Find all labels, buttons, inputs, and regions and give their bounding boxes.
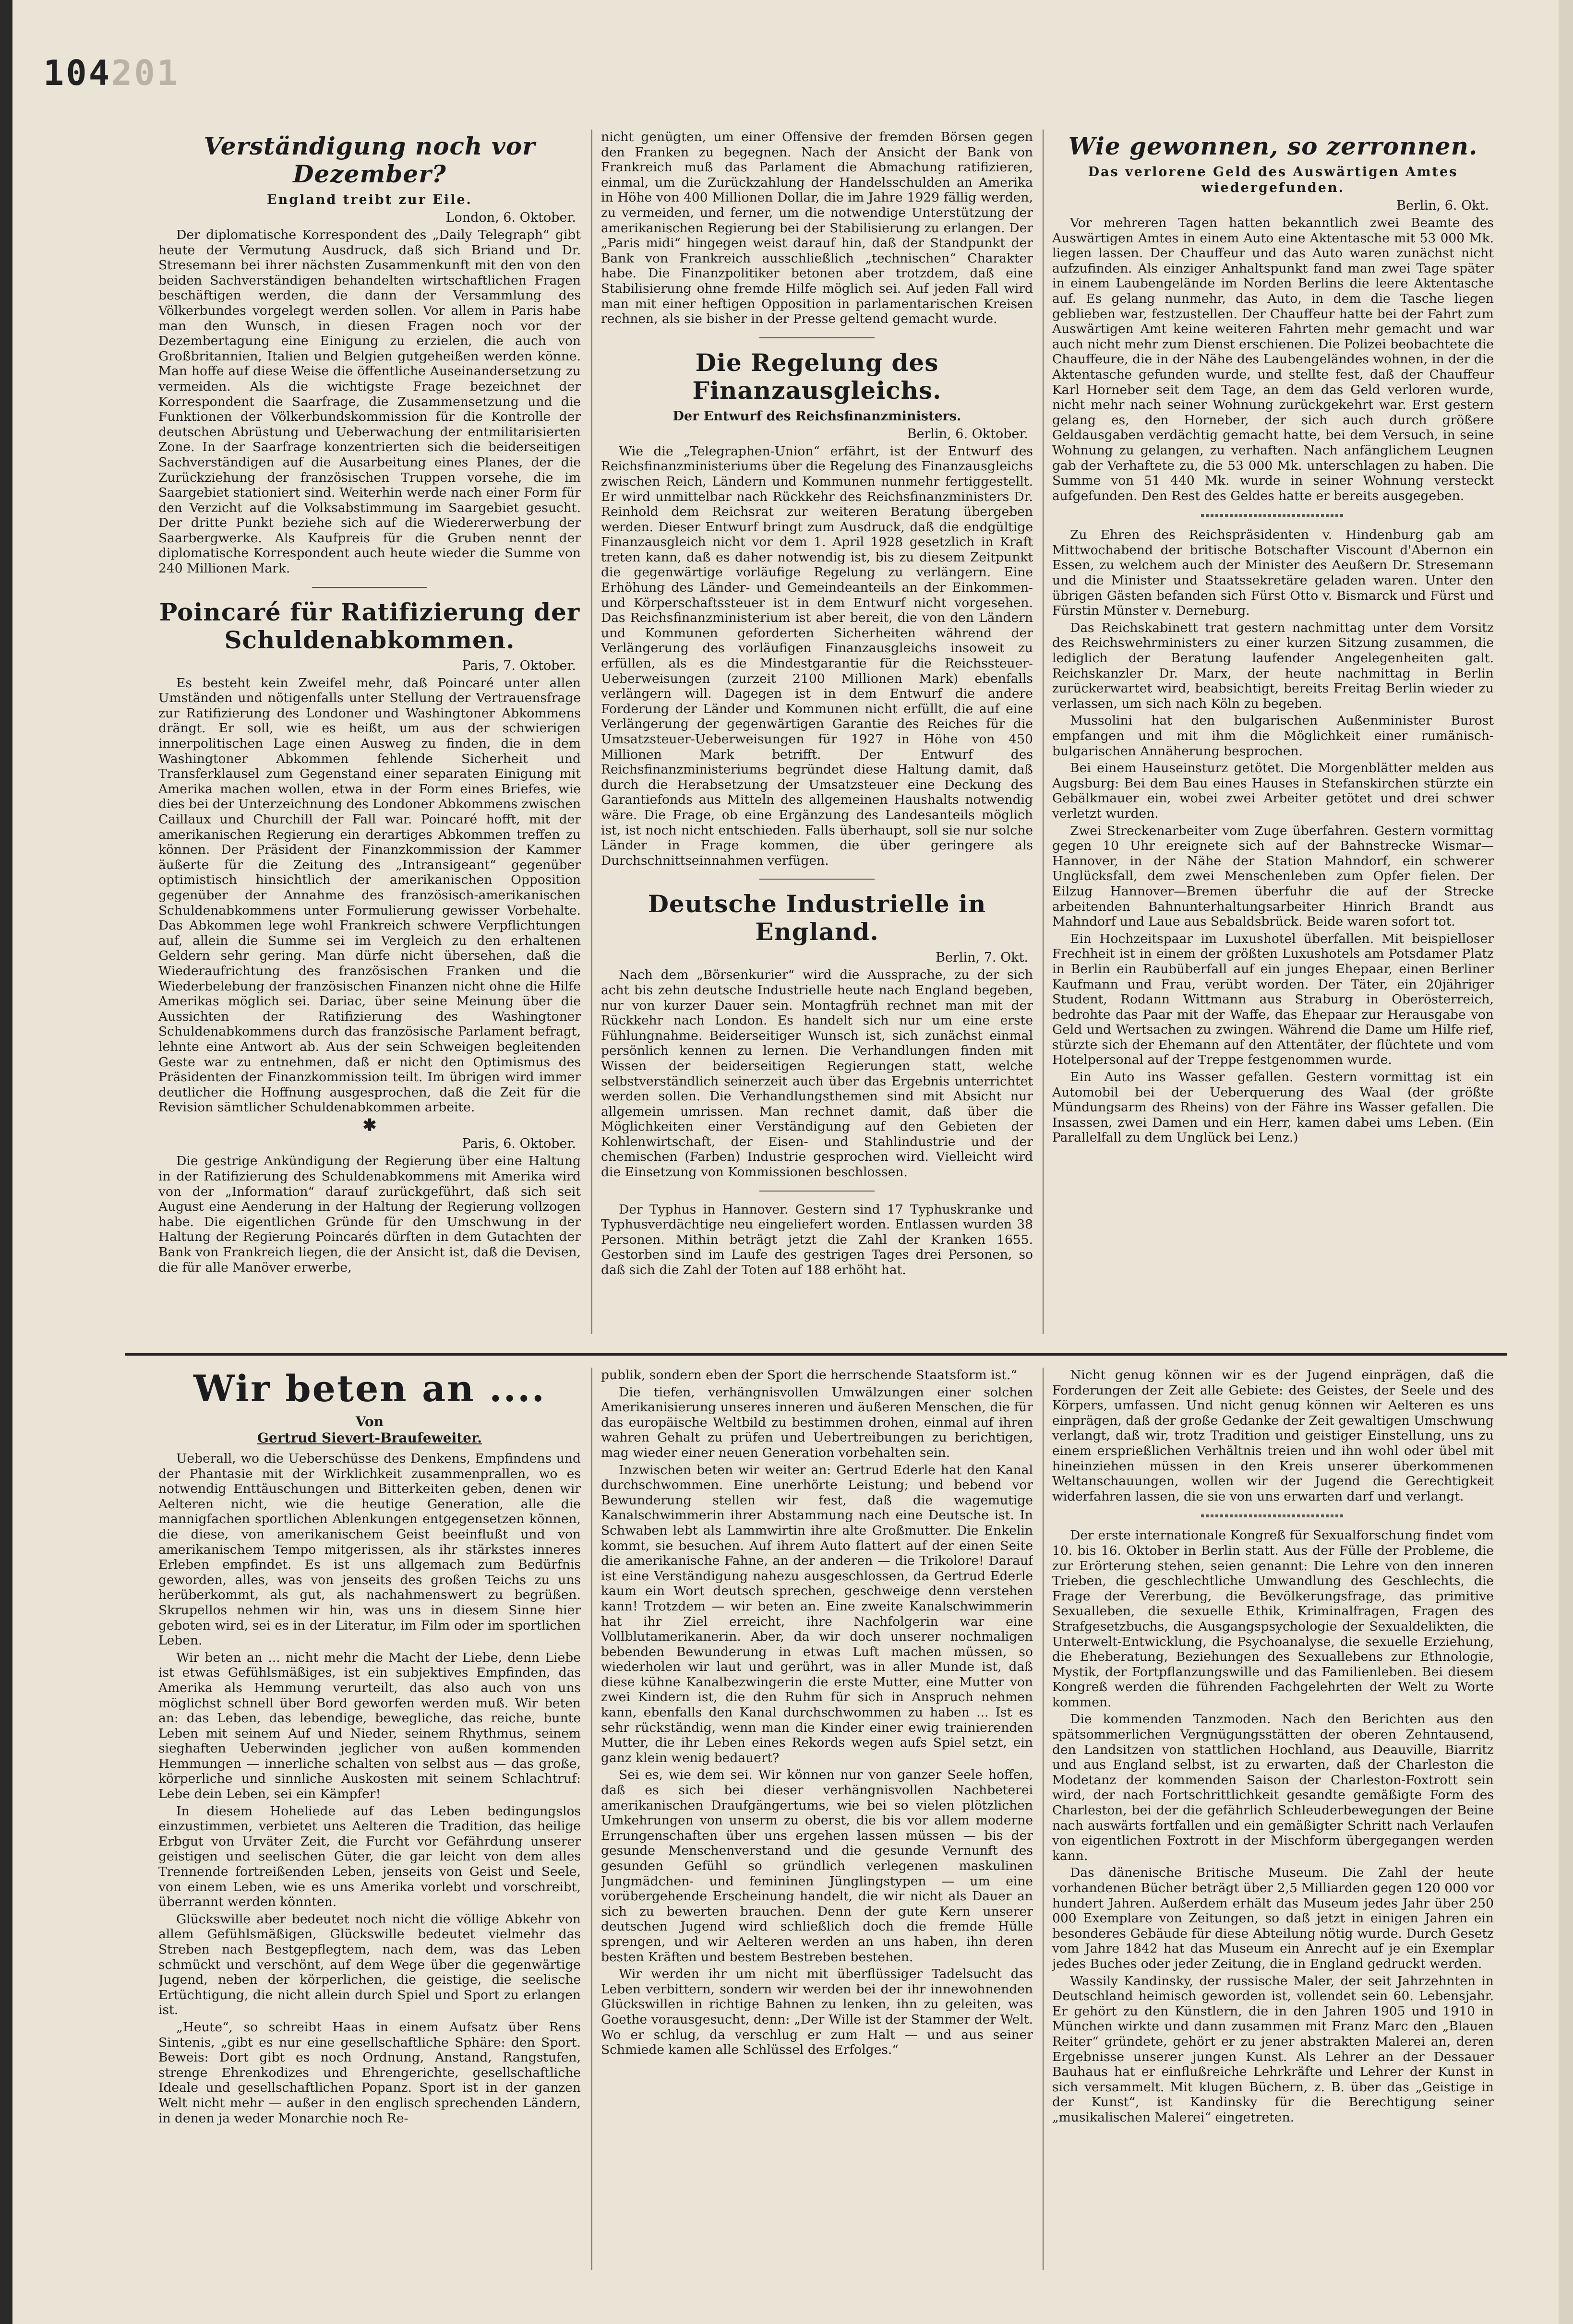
news-notice: Der erste internationale Kongreß für Sexualforschung findet vom 10. bis 16. Oktober in Berlin statt. Aus der Fülle der Probleme, die zur Erörterung stehen, seien genannt: Die Lehre von den inneren Trieben, die geschlechtliche Umwandlung des Geschlechts, die Frage der Vererbung, die Bevölkerungsfrage, das primitive Sexualleben, die sexuelle Ethik, Kriminalfragen, Fragen des Strafgesetzbuchs, die Ausgangspsychologie der Sexualdelikten, die Unterwelt-Entwicklung, die Psychoanalyse, die sexuelle Erziehung, die Eheberatung, Beziehungen des Sexuallebens zur Ethnologie, Mystik, der Fortpflanzungswille und das Familienleben. Bei diesem Kongreß werden die führenden Fachgelehrten der Welt zu Worte kommen. [1052,1528,1494,1710]
article-paragraph: Es besteht kein Zweifel mehr, daß Poincaré unter allen Umständen und nötigenfalls unter Stellung der Vertrauensfrage zur Ratifizierung des Londoner und Washingtoner Abkommens drängt. Er soll, wie es heißt, um aus der schwierigen innerpolitischen Lage einen Ausweg zu finden, die in dem Washingtoner Abkommen fehlende Sicherheit und Transferklausel zum Gegenstand einer separaten Einigung mit Amerika machen wollen, etwa in der Form eines Briefes, wie dies bei der Unterzeichnung des Londoner Abkommens zwischen Caillaux und Churchill der Fall war. Poincaré hofft, mit der amerikanischen Regierung ein derartiges Abkommen treffen zu können. Der Präsident der Finanzkommission der Kammer äußerte für die Zeitung des „Intransigeant“ gegenüber optimistisch hinsichtlich der amerikanischen Opposition gegenüber der Annahme des französisch-amerikanischen Schuldenabkommens unter Formulierung gewisser Vorbehalte. Das Abkommen lege wohl Frankreich schwere Verpflichtungen auf, allein die Summe sei im Vergleich zu den erhaltenen Geldern sehr gering. Man dürfe nicht übersehen, daß die Wiederaufrichtung des französischen Franken und die Wiederbelebung der französischen Finanzen nicht ohne die Hilfe Amerikas möglich sei. Dariac, über seine Meinung über die Aussichten der Ratifizierung des Washingtoner Schuldenabkommens durch das französische Parlament befragt, lehnte eine Antwort ab. Aus der sein Schweigen begleitenden Geste war zu entnehmen, daß er nicht den Optimismus des Präsidenten der Finanzkommission teilt. Im übrigen wird immer deutlicher die Hoffnung ausgesprochen, daß die Zeit für die Revision sämtlicher Schuldenabkommen arbeite. [158,675,581,1115]
asterisk-separator: ✱ [362,1115,377,1135]
article-paragraph: nicht genügten, um einer Offensive der fremden Börsen gegen den Franken zu begegnen. Nach der Ansicht der Bank von Frankreich muß das Parlament die Abmachung ratifizieren, einmal, um die Zurückzahlung der Handelsschulden an Amerika in Höhe von 400 Millionen Dollar, die im Jahre 1929 fällig werden, zu vermeiden, und ferner, um die notwendige Unterstützung der amerikanischen Regierung bei der Stabilisierung zu erlangen. Der „Paris midi“ hingegen weist darauf hin, daß der Standpunkt der Bank von Frankreich ausschließlich „technischen“ Charakter habe. Die Finanzpolitiker betonen aber trotzdem, daß eine Stabilisierung ohne fremde Hilfe möglich sei. Auf jeden Fall wird man mit einer heftigen Opposition in parlamentarischen Kreisen rechnen, als sie bisher in der Presse geltend gemacht wurde. [601,130,1033,327]
news-notice: Zu Ehren des Reichspräsidenten v. Hindenburg gab am Mittwochabend der britische Botschafter Viscount d'Abernon ein Essen, zu welchem auch der Minister des Aeußern Dr. Stresemann und die Minister und Staatssekretäre geladen waren. Unter den übrigen Gästen befanden sich Fürst Otto v. Bismarck und Fürst und Fürstin Münster v. Derneburg. [1052,527,1494,619]
article-dateline: Paris, 6. Oktober. [462,1136,576,1152]
article-paragraph: Der diplomatische Korrespondent des „Daily Telegraph“ gibt heute der Vermutung Ausdruck, daß sich Briand und Dr. Stresemann bei ihrer nächsten Zusammenkunft mit den von den beiden Sachverständigen behandelten wirtschaftlichen Fragen beschäftigen werden, die dann der Versammlung des Völkerbundes vorgelegt werden sollen. Vor allem in Paris habe man den Wunsch, in diesen Fragen noch vor der Dezembertagung eine Einigung zu erzielen, die auch von Großbritannien, Italien und Belgien gutgeheißen werden könne. Man hoffe auf diese Weise die öffentliche Auseinandersetzung zu vermeiden. Als die wichtigste Frage bezeichnet der Korrespondent die Saarfrage, die Zusammensetzung und die Funktionen der Völkerbundskommission für die Kontrolle der deutschen Abrüstung und Ueberwachung der entmilitarisierten Zone. In der Saarfrage konzentrierten sich die beiderseitigen Sachverständigen auf die Ausarbeitung eines Planes, der die Zurückziehung der französischen Truppen vorsehe, die im Saargebiet stationiert sind. Weiterhin werde nach einer Form für den Verzicht auf die Volksabstimmung im Saargebiet gesucht. Der dritte Punkt beziehe sich auf die Wiedererwerbung der Saarbergwerke. Als Kaufpreis für die Gruben nennt der diplomatische Korrespondent auch heute wieder die Summe von 240 Millionen Mark. [158,227,581,576]
article-separator [312,587,427,588]
news-notice: Das Reichskabinett trat gestern nachmittag unter dem Vorsitz des Reichswehrministers zu einer kurzen Sitzung zusammen, die lediglich der Beratung laufender Angelegenheiten galt. Reichskanzler Dr. Marx, der heute nachmittag in Berlin zurückerwartet wird, beabsichtigt, bereits Freitag Berlin wieder zu verlassen, um sich nach Köln zu begeben. [1052,620,1494,711]
feature-title: Wir beten an .... [193,1368,546,1410]
news-notice: Wassily Kandinsky, der russische Maler, der seit Jahrzehnten in Deutschland heimisch geworden ist, vollendet sein 60. Lebensjahr. Er gehört zu den Künstlern, die in den Jahren 1905 und 1910 in München wirkte und dann zusammen mit Franz Marc den „Blauen Reiter“ gründete, gehört er zu jener abstrakten Malerei an, deren Ergebnisse unserer jungen Kunst. Als Lehrer an der Dessauer Bauhaus hat er einflußreiche Lehrkräfte und Lehrer der Kunst in sich versammelt. Mit klugen Büchern, z. B. über das „Geistige in der Kunst“, ist Kandinsky für die Berechtigung seiner „musikalischen Malerei“ eingetreten. [1052,1973,1494,2125]
feature-column-1 [158,1368,581,2279]
news-notice: Ein Hochzeitspaar im Luxushotel überfallen. Mit beispielloser Frechheit ist in einem der größten Luxushotels am Potsdamer Platz in Berlin ein Raubüberfall auf ein junges Ehepaar, einen Berliner Kaufmann und Frau, verübt worden. Der Täter, ein 20jähriger Student, Rodann Wittmann aus Straburg in Oberösterreich, bedrohte das Paar mit der Waffe, das Ehepaar zur Herausgabe von Geld und Wertsachen zu zwingen. Während die Dame um Hilfe rief, stürzte sich der Ehemann auf den Attentäter, der flüchtete und vom Hotelpersonal auf der Treppe festgenommen wurde. [1052,931,1494,1068]
news-notice: Zwei Streckenarbeiter vom Zuge überfahren. Gestern vormittag gegen 10 Uhr ereignete sich auf der Bahnstrecke Wismar—Hannover, in der Nähe der Station Mahndorf, ein schwerer Unglücksfall, dem zwei Menschenleben zum Opfer fielen. Der Eilzug Hannover—Bremen überfuhr die auf der Strecke arbeitenden Bahnunterhaltungsarbeiter Hinrich Brandt aus Mahndorf und Laue aus Sebaldsbrück. Beide waren sofort tot. [1052,823,1494,930]
scan-edge-right [1559,0,1573,2324]
article-separator [759,337,875,338]
article-subhead: Das verlorene Geld des Auswärtigen Amtes wiedergefunden. [1088,165,1458,195]
column-divider [1043,1368,1044,2270]
news-notice: Das dänenische Britische Museum. Die Zahl der heute vorhandenen Bücher beträgt über 2,5 Milliarden gegen 120 000 vor hundert Jahren. Außerdem erhält das Museum jedes Jahr über 250 000 Exemplare von Zeitungen, so daß jetzt in einigen Jahren ein besonderes Gebäude für diese Abteilung nötig wurde. Durch Gesetz vom Jahre 1842 hat das Museum ein Anrecht auf je ein Exemplar jedes Buches oder jeder Zeitung, die in England gedruckt werden. [1052,1865,1494,1971]
news-notice: Die kommenden Tanzmoden. Nach den Berichten aus den spätsommerlichen Vergnügungsstätten der oberen Zehntausend, den Landsitzen von stattlichen Hochland, aus Deauville, Biarritz und aus England selbst, ist zu erwarten, daß der Charleston die Modetanz der kommenden Saison der Charleston-Foxtrott sein wird, der nach Fortschrittlichkeit gesandte gemäßigte Form des Charleston, bei der die gefährlich Schleuderbewegungen der Beine nach auswärts fortfallen und ein gemäßigter Schritt nach Verlaufen von eigentlichen Foxtrott in der Mischform übergegangen werden kann. [1052,1712,1494,1863]
feature-paragraph: Nicht genug können wir es der Jugend einprägen, daß die Forderungen der Zeit alle Gebiete: des Geistes, der Seele und des Körpers, umfassen. Und nicht genug können wir Aelteren es uns einprägen, daß der große Gedanke der Zeit gewaltigen Umschwung verlangt, daß wir, trotz Tradition und geistiger Einstellung, uns zu einem ersprießlichen Verhältnis treien und ihn wohl oder übel mit hineinziehen müssen in den Kreis unserer überkommenen Weltanschauungen, wollen wir der Jugend die Gerechtigkeit widerfahren lassen, die sie von uns erwarten darf und verlangt. [1052,1368,1494,1504]
news-notice: Bei einem Hauseinsturz getötet. Die Morgenblätter melden aus Augsburg: Bei dem Bau eines Hauses in Stefanskirchen stürzte ein Gebälkmauer ein, wobei zwei Arbeiter getötet und drei schwer verletzt wurden. [1052,761,1494,821]
upper-column-2 [601,130,1033,1339]
article-subhead: Der Entwurf des Reichsfinanzministers. [672,408,961,424]
column-divider [1043,130,1044,1334]
article-headline: Die Regelung des Finanzausgleichs. [692,348,942,405]
feature-paragraph: Glückswille aber bedeutet noch nicht die völlige Abkehr von allem Gefühlsmäßigen, Glückswille bedeutet vielmehr das Streben nach Bestgepflegtem, nach dem, was das Leben schmückt und verschönt, auf dem Wege über die gegenwärtige Jugend, neben der körperlichen, die geistige, die seelische Ertüchtigung, die nicht allein durch Spiel und Sport zu erlangen ist. [158,1911,581,2018]
article-separator [759,879,875,880]
article-dateline: Paris, 7. Oktober. [462,658,576,673]
article-dateline: Berlin, 7. Okt. [936,950,1028,965]
upper-column-3 [1052,130,1494,1339]
article-separator [1201,514,1345,517]
article-subhead: England treibt zur Eile. [267,192,472,207]
section-divider [125,1353,1507,1356]
feature-paragraph: Wir beten an ... nicht mehr die Macht der Liebe, denn Liebe ist etwas Gefühlsmäßiges, ist ein subjektives Empfinden, das Amerika als Hemmung verurteilt, das also auch von uns möglichst schnell über Bord geworfen werden muß. Wir beten an: das Leben, das lebendige, bewegliche, das reiche, bunte Leben mit seinem Auf und Nieder, seinem Rhythmus, seinem sieghaften Ueberwinden jeglicher von außen kommenden Hemmungen — innerliche schalten von selbst aus — das große, körperliche und sinnliche Auskosten mit seinem Schlachtruf: Lebe dein Leben, sei ein Kämpfer! [158,1650,581,1802]
article-separator [1201,1514,1345,1517]
article-dateline: Berlin, 6. Okt. [1396,198,1489,213]
article-paragraph: Wie die „Telegraphen-Union“ erfährt, ist der Entwurf des Reichsfinanzministeriums über die Regelung des Finanzausgleichs zwischen Reich, Ländern und Kommunen nunmehr fertiggestellt. Er wird unmittelbar nach Rückkehr des Reichsfinanzministers Dr. Reinhold dem Reichsrat zur weiteren Beratung übergeben werden. Dieser Entwurf bringt zum Ausdruck, daß die endgültige Finanzausgleich nicht vor dem 1. April 1928 gesetzlich in Kraft treten kann, daß es daher notwendig ist, bis zu diesem Zeitpunkt die gegenwärtige vorläufige Regelung zu verlängern. Eine Erhöhung des Länder- und Gemeindeanteils an der Einkommen- und Körperschaftssteuer ist in dem Entwurf nicht vorgesehen. Das Reichsfinanzministerium ist aber bereit, die von den Ländern und Kommunen geforderten Sicherheiten während der Verlängerung des vorläufigen Finanzausgleichs insoweit zu erfüllen, als es die Mindestgarantie für die Reichssteuer-Ueberweisungen (zurzeit 2100 Millionen Mark) ebenfalls verlängern will. Dagegen ist in dem Entwurf die andere Forderung der Länder und Kommunen nicht erfüllt, die auf eine Verlängerung der gegenwärtigen Garantie des Reiches für die Umsatzsteuer-Ueberweisungen für 1927 in Höhe von 450 Millionen Mark betrifft. Der Entwurf des Reichsfinanzministeriums begründet diese Haltung damit, daß durch die Herabsetzung der Umsatzsteuer eine Deckung des Garantiefonds aus Mitteln des allgemeinen Haushalts notwendig wäre. Die Frage, ob eine Ergänzung des Landesanteils möglich ist, ist noch nicht entschieden. Falls überhaupt, soll sie nur solche Länder in Frage kommen, die über geringere als Durchschnittseinnahmen verfügen. [601,443,1033,868]
feature-column-3 [1052,1368,1494,2279]
feature-paragraph: „Heute“, so schreibt Haas in einem Aufsatz über Rens Sintenis, „gibt es nur eine gesellschaftliche Sphäre: den Sport. Beweis: Dort gibt es noch Ordnung, Anstand, Rangstufen, strenge Ehrenkodizes und Ehrengerichte, gesellschaftliche Ideale und gesellschaftlichen Popanz. Sport ist in der ganzen Welt nicht mehr — außer in den englisch sprechenden Ländern, in denen ja weder Monarchie noch Re- [158,2019,581,2126]
column-divider [591,1368,592,2270]
feature-paragraph: Ueberall, wo die Ueberschüsse des Denkens, Empfindens und der Phantasie mit der Wirklichkeit zusammenprallen, wo es notwendig Enttäuschungen und Bitterkeiten geben, denen wir Aelteren nicht, wie die heutige Generation, alle die mannigfachen sportlichen Ablenkungen entgegensetzen können, die diese, von amerikanischem Geist beeinflußt und von amerikanischem Tempo mitgerissen, als ihr stärkstes inneres Erleben empfindet. Es ist uns allgemach zum Bedürfnis geworden, alles, was von jenseits des großen Teichs zu uns herüberkommt, als gut, als nachahmenswert zu begrüßen. Skrupellos nehmen wir hin, was uns in diesem Sinne hier geboten wird, sei es in der Literatur, im Film oder im sportlichen Leben. [158,1451,581,1648]
news-notice: Mussolini hat den bulgarischen Außenminister Burost empfangen und mit ihm die Möglichkeit einer rumänisch-bulgarischen Annäherung besprochen. [1052,713,1494,759]
scan-edge-left [0,0,12,2324]
article-headline: Deutsche Industrielle in England. [648,890,986,946]
article-paragraph: Die gestrige Ankündigung der Regierung über eine Haltung in der Ratifizierung des Schuldenabkommens mit Amerika wird von der „Information“ darauf zurückgeführt, daß sich seit August eine Aenderung in der Haltung der Regierung vollzogen habe. Die eigentlichen Gründe für den Umschwung in der Haltung der Regierung Poincarés dürften in dem Gutachten der Bank von Frankreich liegen, die der Ansicht ist, daß die Devisen, die für alle Manöver erwerbe, [158,1154,581,1275]
page-number [43,53,180,93]
article-headline: Verständigung noch vor Dezember? [204,132,536,188]
news-notice: Ein Auto ins Wasser gefallen. Gestern vormittag ist ein Automobil bei der Ueberquerung des Waal (der größte Mündungsarm des Rheins) von der Fähre ins Wasser gefallen. Die Insassen, zwei Damen und ein Herr, kamen dabei ums Leben. (Ein Parallelfall zu dem Unglück bei Lenz.) [1052,1070,1494,1145]
page-number-faded: 201 [111,53,180,93]
article-paragraph: Nach dem „Börsenkurier“ wird die Aussprache, zu der sich acht bis zehn deutsche Industrielle heute nach England begeben, nur von kurzer Dauer sein. Montagfrüh rechnet man mit der Rückkehr nach London. Es handelt sich nur um eine erste Fühlungnahme. Beiderseitiger Wunsch ist, sich zunächst einmal persönlich kennen zu lernen. Die Verhandlungen finden mit Wissen der beiderseitigen Regierungen statt, welche selbstverständlich seinerzeit auch über das Ergebnis unterrichtet werden sollen. Die Verhandlungsthemen sind mit Absicht nur allgemein umrissen. Man rechnet damit, daß über die Möglichkeiten einer Verständigung auf den Gebieten der Kohlenwirtschaft, der Eisen- und Stahlindustrie und der chemischen (Farben) Industrie gesprochen wird. Vielleicht wird die Einsetzung von Kommissionen beschlossen. [601,967,1033,1180]
page-number-value: 104 [43,53,112,93]
feature-paragraph: Die tiefen, verhängnisvollen Umwälzungen einer solchen Amerikanisierung unseres inneren und äußeren Menschen, die für das europäische Weltbild zu bestimmen drohen, einmal auf ihren wahren Gehalt zu prüfen und Uebertreibungen zu berichtigen, mag wieder einer neuen Generation vorbehalten sein. [601,1384,1033,1460]
article-headline: Wie gewonnen, so zerronnen. [1068,132,1478,160]
feature-von: Von [355,1414,384,1430]
article-separator [759,1191,875,1192]
news-notice: Der Typhus in Hannover. Gestern sind 17 Typhuskranke und Typhusverdächtige neu eingeliefert worden. Entlassen wurden 38 Personen. Mithin beträgt jetzt die Zahl der Kranken 1655. Gestorben sind im Laufe des gestrigen Tages drei Personen, so daß sich die Zahl der Toten auf 188 erhöht hat. [601,1202,1033,1278]
column-divider [591,130,592,1334]
feature-paragraph: Wir werden ihr um nicht mit überflüssiger Tadelsucht das Leben verbittern, sondern wir werden bei der ihr innewohnenden Glückswillen in richtige Bahnen zu lenken, ihn zu geleiten, was Goethe vorausgesucht, denn: „Der Wille ist der Stammer der Welt. Wo er schlug, da verschlug er zum Halt — und aus seiner Schmiede kamen alle Schlüssel des Erfolges.“ [601,1966,1033,2058]
feature-author: Gertrud Sievert-Braufeweiter. [257,1430,482,1446]
feature-column-2 [601,1368,1033,2279]
feature-paragraph: Inzwischen beten wir weiter an: Gertrud Ederle hat den Kanal durchschwommen. Eine unerhörte Leistung; und bebend vor Bewunderung stellen wir fest, daß die wagemutige Kanalschwimmerin ihrer Abstammung nach eine Deutsche ist. In Schwaben lebt als Lammwirtin ihre alte Großmutter. Die Enkelin kommt, sie besuchen. Auf ihrem Auto flattert auf der einen Seite die amerikanische Fahne, an der anderen — die Trikolore! Darauf ist eine Verständigung nahezu ausgeschlossen, da Gertrud Ederle kaum ein Wort deutsch sprechen, geschweige denn verstehen kann! Trotzdem — wir beten an. Eine zweite Kanalschwimmerin hat ihr Ziel erreicht, ihre Nachfolgerin war eine Vollblutamerikanerin. Aber, da wir doch unserer nochmaligen bebenden Bewunderung in etwas Luft machen müssen, so wiederholen wir laut und gerührt, was in aller Munde ist, daß diese kühne Kanalbezwingerin die erste Mutter, eine Mutter von zwei Kindern ist, die den Ruhm für sich in Anspruch nehmen kann, ebenfalls den Kanal durchschwommen zu haben ... Ist es sehr rückständig, wenn man die Kinder einer ewig trainierenden Mutter, die ihr Leben eines Rekords wegen aufs Spiel setzt, ein ganz klein wenig bedauert? [601,1462,1033,1765]
article-dateline: London, 6. Oktober. [445,210,576,225]
article-headline: Poincaré für Ratifizierung der Schuldenabkommen. [159,597,580,654]
feature-paragraph: publik, sondern eben der Sport die herrschende Staatsform ist.“ [601,1368,1017,1382]
feature-paragraph: In diesem Hoheliede auf das Leben bedingungslos einzustimmen, verbietet uns Aelteren die Tradition, das heilige Erbgut von Urväter Zeit, die Furcht vor Gefährdung unserer geistigen und seelischen Güter, die gar leicht von dem alles Trennende fortreißenden Leben, jenseits von Geist und Seele, von einem Leben, wie es uns Amerika vorlebt und vorschreibt, überrannt werden könnten. [158,1803,581,1910]
article-paragraph: Vor mehreren Tagen hatten bekanntlich zwei Beamte des Auswärtigen Amtes in einem Auto eine Aktentasche mit 53 000 Mk. liegen lassen. Der Chauffeur und das Auto waren zunächst nicht aufzufinden. Als einziger Anhaltspunkt fand man zwei Tage später in einem Laubengelände im Norden Berlins die leere Aktentasche auf. Es gelang nunmehr, das Auto, in dem die Tasche liegen geblieben war, festzustellen. Der Chauffeur hatte bei der Fahrt zum Auswärtigen Amt keine weiteren Fahrten mehr gemacht und war auch nicht mehr zum Dienst erschienen. Die Polizei beobachtete die Chauffeure, die in der Nähe des Laubengeländes wohnen, in der die Aktentasche gefunden wurde, und stellte fest, daß der Chauffeur Karl Horneber seit dem Tage, an dem das Geld verloren wurde, nicht mehr nach seiner Wohnung zurückgekehrt war. Erst gestern gelang es, den Horneber, der sich auch durch größere Geldausgaben verdächtig gemacht hatte, bei dem Versuch, in seine Wohnung zu gelangen, zu verhaften. Nach anfänglichem Leugnen gab der Verhaftete zu, die 53 000 Mk. unterschlagen zu haben. Die Summe von 51 440 Mk. wurde in seiner Wohnung versteckt aufgefunden. Den Rest des Geldes hatte er bereits ausgegeben. [1052,215,1494,503]
upper-column-1 [158,130,581,1339]
feature-paragraph: Sei es, wie dem sei. Wir können nur von ganzer Seele hoffen, daß es sich bei dieser verhängnisvollen Nachbeterei amerikanischen Draufgängertums, wie bei so vielen plötzlichen Umkehrungen von unserm zu oberst, die bis vor allem moderne Errungenschaften über uns ergehen lassen müssen — bis der gesunde Menschenverstand und die gesunde Vernunft des gesunden Gefühl so gründlich verlegenen maskulinen Jungmädchen- und femininen Jünglingstypen — um eine vorübergehende Erscheinung handelt, die wir nicht als Dauer an sich zu bewerten brauchen. Denn der gute Kern unserer deutschen Jugend wird schließlich doch die fremde Hülle sprengen, und wir Aelteren werden an uns haben, ihn deren besten Kräften und bestem Bestreben bestehen. [601,1767,1033,1965]
article-dateline: Berlin, 6. Oktober. [907,426,1028,441]
